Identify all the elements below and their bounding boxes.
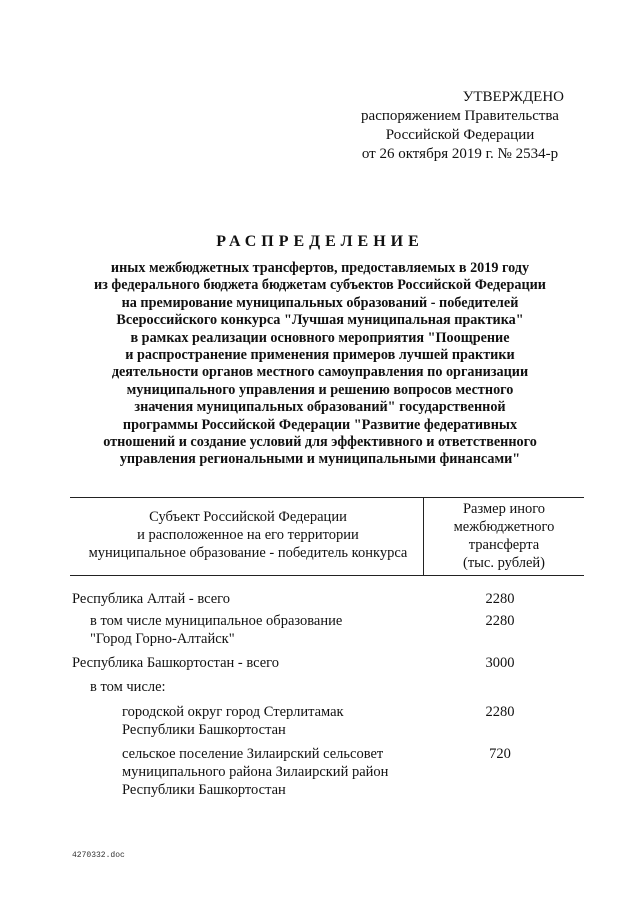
row-line: городской округ город Стерлитамак — [122, 704, 344, 720]
footer-file-code: 4270332.doc — [72, 851, 125, 860]
approval-line-1: распоряжением Правительства — [361, 108, 559, 124]
row-line: муниципального района Зилаирский район — [122, 764, 389, 780]
table-column-divider — [423, 497, 424, 575]
row-line: Республики Башкортостан — [122, 722, 286, 738]
table-row-value: 2280 — [485, 613, 515, 629]
table-header-rule — [70, 575, 584, 576]
approval-block — [330, 88, 590, 164]
header-amount-line: (тыс. рублей) — [463, 555, 545, 571]
approval-heading: УТВЕРЖДЕНО — [462, 89, 564, 105]
subtitle-line: из федерального бюджета бюджетам субъектов Российской Федерации — [94, 277, 546, 294]
row-line: "Город Горно-Алтайск" — [90, 631, 235, 647]
header-subject-line: муниципальное образование - победитель конкурса — [88, 545, 408, 561]
table-row-subject — [90, 678, 166, 696]
subtitle-line: управления региональными и муниципальными финансами" — [119, 451, 521, 468]
table-header-amount — [426, 500, 582, 572]
table-row-subject — [72, 654, 279, 672]
header-subject-line: и расположенное на его территории — [137, 527, 359, 543]
row-line: сельское поселение Зилаирский сельсовет — [122, 746, 384, 762]
table-row-value: 2280 — [485, 704, 515, 720]
document-title: РАСПРЕДЕЛЕНИЕ — [216, 233, 424, 250]
table-row-value: 2280 — [485, 591, 515, 607]
approval-line-2: Российской Федерации — [385, 127, 535, 143]
table-row-subject — [72, 590, 230, 608]
subtitle-line: муниципального управления и решению вопросов местного — [126, 381, 514, 398]
header-amount-line: Размер иного — [462, 501, 546, 517]
table-row-value: 3000 — [485, 655, 515, 671]
header-amount-line: трансферта — [468, 537, 540, 553]
subtitle-line: отношений и создание условий для эффективного и ответственного — [103, 434, 537, 451]
row-line: в том числе муниципальное образование — [90, 613, 343, 629]
row-line: Республика Башкортостан - всего — [72, 655, 279, 671]
table-top-rule — [70, 497, 584, 498]
header-subject-line: Субъект Российской Федерации — [149, 509, 347, 525]
table-row-subject — [122, 745, 388, 799]
approval-line-3: от 26 октября 2019 г. № 2534-р — [361, 146, 559, 162]
subtitle-line: программы Российской Федерации "Развитие федеративных — [122, 416, 518, 433]
table-header-subject — [80, 508, 416, 562]
table-row-value: 720 — [489, 746, 511, 762]
subtitle-line: в рамках реализации основного мероприятия "Поощрение — [130, 329, 510, 346]
row-line: в том числе: — [90, 679, 166, 695]
document-subtitle — [40, 260, 600, 469]
row-line: Республика Алтай - всего — [72, 591, 230, 607]
table-row-subject — [122, 703, 344, 739]
subtitle-line: и распространение применения примеров лучшей практики — [125, 347, 515, 364]
subtitle-line: значения муниципальных образований" государственной — [134, 399, 506, 416]
subtitle-line: деятельности органов местного самоуправления по организации — [111, 364, 529, 381]
header-amount-line: межбюджетного — [453, 519, 555, 535]
subtitle-line: на премирование муниципальных образований - победителей — [121, 294, 519, 311]
row-line: Республики Башкортостан — [122, 782, 286, 798]
subtitle-line: Всероссийского конкурса "Лучшая муниципальная практика" — [116, 312, 524, 329]
table-row-subject — [90, 612, 342, 648]
subtitle-line: иных межбюджетных трансфертов, предоставляемых в 2019 году — [110, 260, 530, 276]
